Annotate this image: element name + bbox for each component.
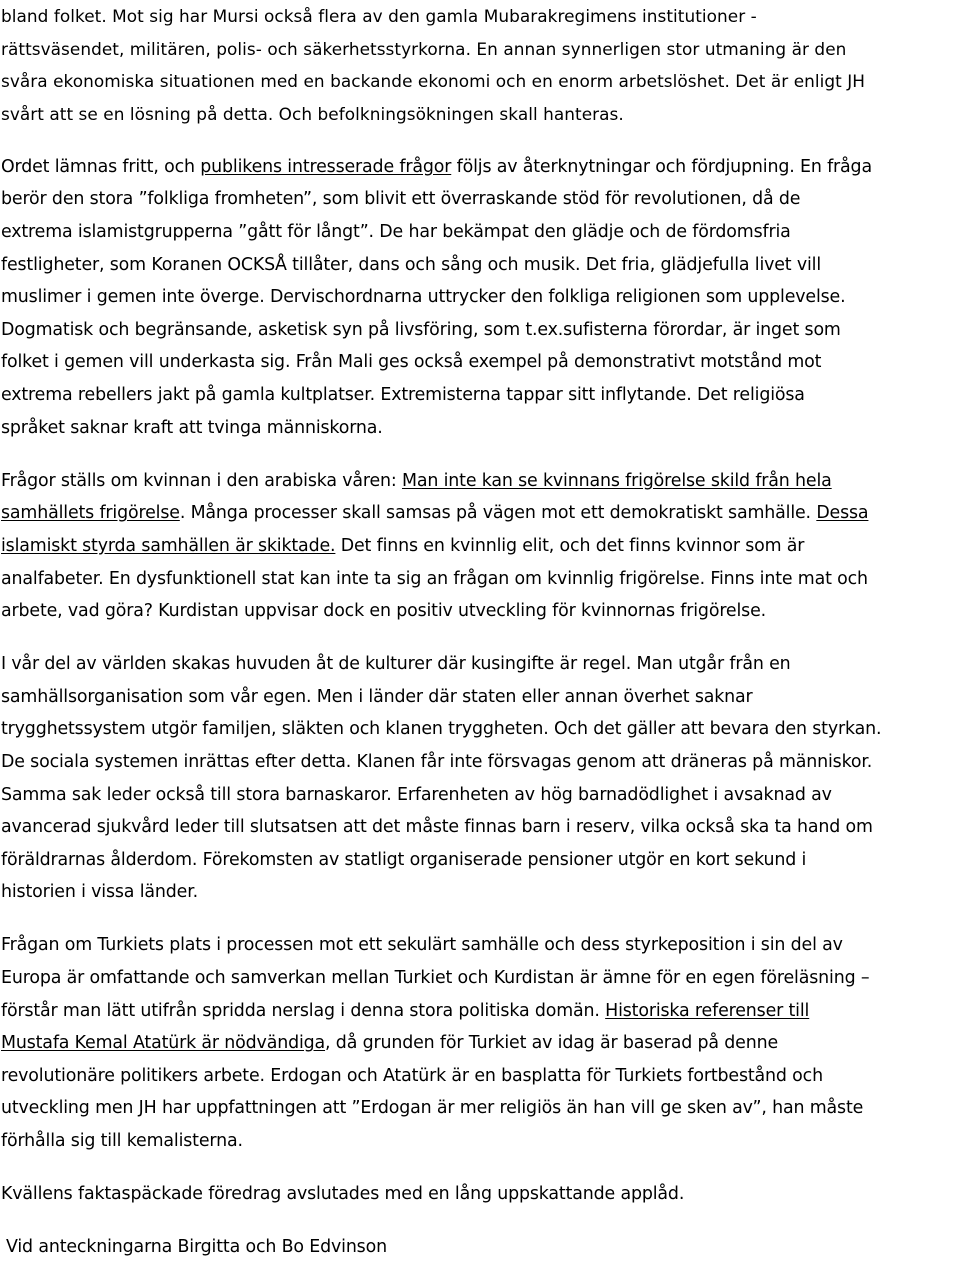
text-segment: förstår man lätt utifrån spridda nerslag i denna stora politiska domän. (1, 1000, 606, 1021)
underlined-text: samhällets frigörelse (1, 503, 180, 524)
text-line (1, 65, 960, 98)
paragraph-gap (0, 444, 960, 465)
text-segment: extrema rebellers jakt på gamla kultplatser. Extremisterna tappar sitt inflytande. Det religiösa (1, 385, 805, 406)
paragraph-5 (0, 929, 960, 1157)
text-segment: Kvällens faktaspäckade föredrag avslutades med en lång uppskattande applåd. (1, 1184, 685, 1205)
text-segment: Ordet lämnas fritt, och (1, 156, 201, 177)
paragraph-gap (0, 1211, 960, 1232)
text-segment: utveckling men JH har uppfattningen att ”Erdogan är mer religiös än han vill ge sken av”, han måste (1, 1098, 864, 1119)
text-line (1, 1178, 960, 1211)
text-segment: samhällsorganisation som vår egen. Men i länder där staten eller annan överhet saknar (1, 686, 753, 707)
text-segment: historien i vissa länder. (1, 882, 198, 903)
text-segment: föräldrarnas ålderdom. Förekomsten av statligt organiserade pensioner utgör en kort sekund i (1, 849, 807, 870)
paragraph-3 (0, 465, 960, 628)
signature-line: Vid anteckningarna Birgitta och Bo Edvinson (6, 1237, 387, 1258)
text-segment: bland folket. Mot sig har Mursi också flera av den gamla Mubarakregimens institutioner - (1, 6, 757, 26)
text-line (1, 0, 960, 33)
text-line (1, 346, 960, 379)
paragraph-gap (0, 1158, 960, 1179)
text-segment: arbete, vad göra? Kurdistan uppvisar dock en positiv utveckling för kvinnornas frigörelse. (1, 601, 767, 622)
text-line (1, 779, 960, 812)
text-line (1, 465, 960, 498)
underlined-text: islamiskt styrda samhällen är skiktade. (1, 535, 336, 556)
text-segment: Det finns en kvinnlig elit, och det finns kvinnor som är (335, 535, 805, 556)
text-segment: svåra ekonomiska situationen med en backande ekonomi och en enorm arbetslöshet. Det är enligt JH (1, 71, 866, 92)
text-segment: , då grunden för Turkiet av idag är baserad på denne (325, 1033, 779, 1054)
text-segment: berör den stora ”folkliga fromheten”, som blivit ett överraskande stöd för revolutionen, då de (1, 189, 801, 210)
text-segment: festligheter, som Koranen OCKSÅ tillåter, dans och sång och musik. Det fria, glädjefulla livet vill (1, 254, 822, 275)
text-line (1, 183, 960, 216)
text-line (1, 249, 960, 282)
paragraph-1 (0, 0, 960, 130)
text-line (1, 216, 960, 249)
text-segment: muslimer i gemen inte överge. Dervischordnarna uttrycker den folkliga religionen som upplevelse. (1, 287, 846, 308)
text-segment: analfabeter. En dysfunktionell stat kan inte ta sig an frågan om kvinnlig frigörelse. Finns inte mat och (1, 568, 868, 589)
text-line (1, 98, 960, 131)
text-line (1, 681, 960, 714)
text-segment: . Många processer skall samsas på vägen mot ett demokratiskt samhälle. (179, 503, 817, 524)
paragraph-4 (0, 648, 960, 909)
text-line (1, 876, 960, 909)
text-line (1, 497, 960, 530)
text-line (1, 962, 960, 995)
text-segment: förhålla sig till kemalisterna. (1, 1131, 243, 1151)
text-line (1, 1027, 960, 1060)
underlined-text: Historiska referenser till (605, 1000, 810, 1021)
paragraph-6 (0, 1178, 960, 1211)
text-line (1, 151, 960, 184)
text-segment: följs av återknytningar och fördjupning. En fråga (451, 156, 872, 177)
text-line (1, 746, 960, 779)
text-line (1, 379, 960, 412)
text-segment: folket i gemen vill underkasta sig. Från Mali ges också exempel på demonstrativt motstånd mot (1, 352, 822, 373)
paragraph-2 (0, 151, 960, 444)
text-line (1, 1060, 960, 1093)
text-line (1, 995, 960, 1028)
text-line (1, 412, 960, 445)
paragraph-gap (0, 909, 960, 930)
paragraph-gap (0, 628, 960, 649)
text-segment: Europa är omfattande och samverkan mellan Turkiet och Kurdistan är ämne för en egen föreläsning – (1, 968, 870, 989)
text-line (1, 713, 960, 746)
paragraph-gap (0, 130, 960, 151)
text-line (1, 33, 960, 66)
text-segment: Frågan om Turkiets plats i processen mot ett sekulärt samhälle och dess styrkeposition i sin del av (1, 935, 843, 956)
text-line (1, 811, 960, 844)
text-segment: trygghetssystem utgör familjen, släkten och klanen tryggheten. Och det gäller att bevara den styrkan. (1, 719, 882, 740)
text-segment: De sociala systemen inrättas efter detta. Klanen får inte försvagas genom att dräneras på människor. (1, 751, 873, 772)
text-segment: I vår del av världen skakas huvuden åt de kulturer där kusingifte är regel. Man utgår från en (1, 654, 791, 675)
text-line (1, 648, 960, 681)
text-segment: svårt att se en lösning på detta. Och befolkningsökningen skall hanteras. (1, 103, 624, 124)
text-segment: revolutionäre politikers arbete. Erdogan och Atatürk är en basplatta för Turkiets fortbestånd och (1, 1065, 823, 1086)
underlined-text: Mustafa Kemal Atatürk är nödvändiga (1, 1033, 326, 1054)
text-segment: rättsväsendet, militären, polis- och säkerhetsstyrkorna. En annan synnerligen stor utmaning är den (1, 38, 847, 59)
underlined-text: Dessa (816, 503, 869, 524)
text-segment: avancerad sjukvård leder till slutsatsen att det måste finnas barn i reserv, vilka också ska ta hand om (1, 817, 873, 838)
text-segment: Dogmatisk och begränsande, asketisk syn på livsföring, som t.ex.sufisterna förordar, är inget som (1, 319, 841, 340)
text-line (1, 281, 960, 314)
text-segment: Samma sak leder också till stora barnaskaror. Erfarenheten av hög barnadödlighet i avsaknad av (1, 784, 832, 805)
text-line (1, 530, 960, 563)
text-segment: språket saknar kraft att tvinga människorna. (1, 417, 383, 438)
text-segment: extrema islamistgrupperna ”gått för långt”. De har bekämpat den glädje och de fördomsfria (1, 222, 791, 243)
text-line (1, 929, 960, 962)
text-line (1, 314, 960, 347)
underlined-text: publikens intresserade frågor (200, 156, 452, 177)
text-line (1, 595, 960, 628)
underlined-text: Man inte kan se kvinnans frigörelse skild från hela (402, 470, 832, 491)
text-line (1, 563, 960, 596)
text-line (1, 844, 960, 877)
text-segment: Frågor ställs om kvinnan i den arabiska våren: (1, 470, 403, 491)
text-line (1, 1125, 960, 1158)
text-line (1, 1092, 960, 1125)
